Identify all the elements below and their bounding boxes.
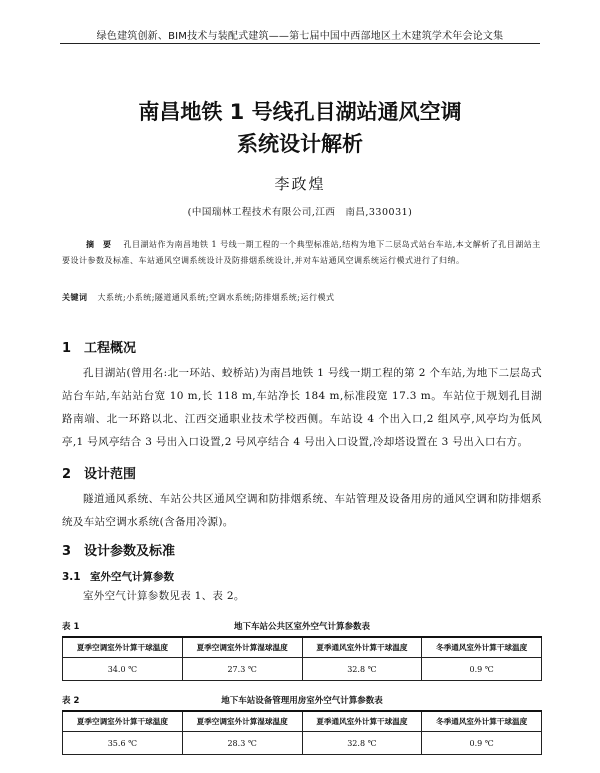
table-header-cell: 夏季空调室外计算干球温度 — [63, 711, 183, 732]
section-heading-2 — [62, 463, 136, 482]
author-name: 李政煌 — [274, 175, 326, 193]
table-cell: 34.0 ℃ — [63, 658, 183, 681]
abstract-text: 孔目湖站作为南昌地铁 1 号线一期工程的一个典型标准站,结构为地下二层岛式站台车站,本文解析了孔目湖站主要设计参数及标准、车站通风空调系统设计及防排烟系统设计,并对车站通风空调系统运行模式进行了归纳。 — [62, 240, 541, 265]
table-header-row — [63, 637, 542, 658]
table-2 — [62, 710, 542, 755]
subsection-number: 3.1 — [62, 571, 81, 583]
abstract-label: 摘 要 — [86, 240, 112, 249]
keywords-text: 大系统;小系统;隧道通风系统;空调水系统;防排烟系统;运行模式 — [97, 293, 335, 302]
table-cell: 0.9 ℃ — [422, 732, 542, 755]
section-number: 1 — [62, 341, 72, 356]
table-header-cell: 夏季通风室外计算干球温度 — [302, 711, 422, 732]
header-rule — [60, 43, 540, 44]
table-header-cell: 夏季空调室外计算干球温度 — [63, 637, 183, 658]
table-header-cell: 冬季通风室外计算干球温度 — [422, 637, 542, 658]
section-title: 工程概况 — [84, 341, 137, 356]
keywords-label: 关键词 — [62, 293, 88, 302]
table-cell: 28.3 ℃ — [182, 732, 302, 755]
title-line-2: 系统设计解析 — [237, 132, 363, 156]
section-heading-1 — [62, 337, 136, 356]
table-cell: 0.9 ℃ — [422, 658, 542, 681]
table-cell: 32.8 ℃ — [302, 732, 422, 755]
section-number: 2 — [62, 467, 72, 482]
table-title: 地下车站设备管理用房室外空气计算参数表 — [221, 696, 383, 706]
section-2-paragraph: 隧道通风系统、车站公共区通风空调和防排烟系统、车站管理及设备用房的通风空调和防排烟系统及车站空调水系统(含备用冷源)。 — [62, 493, 542, 528]
table-1 — [62, 636, 542, 681]
paper-title — [60, 96, 540, 160]
subsection-title: 室外空气计算参数 — [90, 571, 174, 583]
section-1-paragraph: 孔目湖站(曾用名:北一环站、蛟桥站)为南昌地铁 1 号线一期工程的第 2 个车站,为地下二层岛式站台车站,车站站台宽 10 m,长 118 m,车站净长 184 m,标准段宽 17.3 m。车站位于规划孔目湖路南端、北一环路以北、江西交通职业技术学校西侧。车站设 4 个出入口,2 组风亭,风亭均为低风亭,1 号风亭结合 3 号出入口设置,2 号风亭结合 4 号出入口设置,冷却塔设置在 3 号出入口右方。 — [62, 367, 542, 448]
table-row — [63, 658, 542, 681]
section-title: 设计范围 — [84, 467, 137, 482]
table-title: 地下车站公共区室外空气计算参数表 — [233, 622, 370, 632]
keywords — [62, 291, 542, 305]
table-1-caption — [62, 620, 542, 632]
table-header-cell: 夏季通风室外计算干球温度 — [302, 637, 422, 658]
abstract — [62, 237, 542, 269]
table-cell: 35.6 ℃ — [63, 732, 183, 755]
table-cell: 32.8 ℃ — [302, 658, 422, 681]
title-line-1: 南昌地铁 1 号线孔目湖站通风空调 — [138, 100, 462, 124]
table-header-row — [63, 711, 542, 732]
table-header-cell: 夏季空调室外计算湿球温度 — [182, 711, 302, 732]
section-title: 设计参数及标准 — [84, 544, 176, 559]
table-cell: 27.3 ℃ — [182, 658, 302, 681]
table-header-cell: 冬季通风室外计算干球温度 — [422, 711, 542, 732]
table-number: 表 2 — [62, 696, 80, 706]
table-row — [63, 732, 542, 755]
table-number: 表 1 — [62, 622, 80, 632]
section-heading-3 — [62, 540, 175, 559]
subsection-text: 室外空气计算参数见表 1、表 2。 — [83, 590, 245, 602]
subsection-heading-3-1 — [62, 569, 174, 584]
section-number: 3 — [62, 544, 72, 559]
author-affiliation: (中国瑞林工程技术有限公司,江西 南昌,330031) — [187, 207, 413, 218]
table-header-cell: 夏季空调室外计算湿球温度 — [182, 637, 302, 658]
running-head: 绿色建筑创新、BIM技术与装配式建筑——第七届中国中西部地区土木建筑学术年会论文集 — [96, 31, 504, 42]
table-2-caption — [62, 694, 542, 706]
